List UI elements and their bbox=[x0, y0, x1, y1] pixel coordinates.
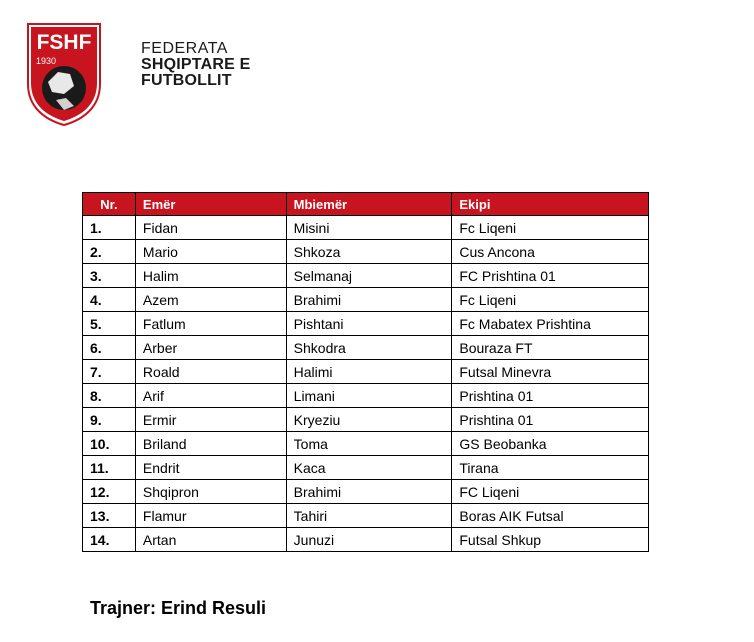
last-name-cell: Tahiri bbox=[286, 504, 452, 528]
coach-line: Trajner: Erind Resuli bbox=[90, 598, 267, 618]
last-name-cell: Selmanaj bbox=[286, 264, 452, 288]
first-name-cell: Briland bbox=[135, 432, 286, 456]
row-number: 4. bbox=[83, 288, 136, 312]
table-row bbox=[83, 312, 649, 336]
team-cell: Fc Mabatex Prishtina bbox=[452, 312, 649, 336]
header-team: Ekipi bbox=[452, 193, 649, 216]
first-name-cell: Artan bbox=[135, 528, 286, 552]
last-name-cell: Limani bbox=[286, 384, 452, 408]
table-row bbox=[83, 432, 649, 456]
federation-name bbox=[141, 41, 250, 89]
row-number: 11. bbox=[83, 456, 136, 480]
team-cell: Prishtina 01 bbox=[452, 384, 649, 408]
team-cell: FC Prishtina 01 bbox=[452, 264, 649, 288]
logo-abbr: FSHF bbox=[36, 31, 92, 54]
header-first-name: Emër bbox=[135, 193, 286, 216]
team-cell: Boras AIK Futsal bbox=[452, 504, 649, 528]
first-name-cell: Azem bbox=[135, 288, 286, 312]
last-name-cell: Toma bbox=[286, 432, 452, 456]
row-number: 2. bbox=[83, 240, 136, 264]
row-number: 12. bbox=[83, 480, 136, 504]
last-name-cell: Brahimi bbox=[286, 288, 452, 312]
last-name-cell: Misini bbox=[286, 216, 452, 240]
row-number: 3. bbox=[83, 264, 136, 288]
fshf-logo bbox=[26, 22, 102, 126]
first-name-cell: Roald bbox=[135, 360, 286, 384]
logo-year: 1930 bbox=[36, 56, 57, 66]
first-name-cell: Mario bbox=[135, 240, 286, 264]
last-name-cell: Halimi bbox=[286, 360, 452, 384]
row-number: 1. bbox=[83, 216, 136, 240]
row-number: 5. bbox=[83, 312, 136, 336]
table-row bbox=[83, 216, 649, 240]
last-name-cell: Kaca bbox=[286, 456, 452, 480]
first-name-cell: Arber bbox=[135, 336, 286, 360]
row-number: 7. bbox=[83, 360, 136, 384]
first-name-cell: Endrit bbox=[135, 456, 286, 480]
table-row bbox=[83, 288, 649, 312]
team-cell: Futsal Shkup bbox=[452, 528, 649, 552]
first-name-cell: Flamur bbox=[135, 504, 286, 528]
team-cell: Fc Liqeni bbox=[452, 288, 649, 312]
row-number: 14. bbox=[83, 528, 136, 552]
last-name-cell: Shkoza bbox=[286, 240, 452, 264]
last-name-cell: Shkodra bbox=[286, 336, 452, 360]
first-name-cell: Shqipron bbox=[135, 480, 286, 504]
table-row bbox=[83, 504, 649, 528]
brand-line-1: FEDERATA bbox=[141, 40, 228, 57]
table-row bbox=[83, 456, 649, 480]
brand-line-3: FUTBOLLIT bbox=[141, 72, 232, 89]
table-row bbox=[83, 264, 649, 288]
first-name-cell: Ermir bbox=[135, 408, 286, 432]
last-name-cell: Pishtani bbox=[286, 312, 452, 336]
table-row bbox=[83, 336, 649, 360]
row-number: 6. bbox=[83, 336, 136, 360]
first-name-cell: Fidan bbox=[135, 216, 286, 240]
team-cell: Tirana bbox=[452, 456, 649, 480]
header-nr: Nr. bbox=[83, 193, 136, 216]
table-header-row bbox=[83, 193, 649, 216]
table-row bbox=[83, 408, 649, 432]
row-number: 8. bbox=[83, 384, 136, 408]
team-cell: GS Beobanka bbox=[452, 432, 649, 456]
team-cell: Cus Ancona bbox=[452, 240, 649, 264]
row-number: 10. bbox=[83, 432, 136, 456]
last-name-cell: Brahimi bbox=[286, 480, 452, 504]
last-name-cell: Junuzi bbox=[286, 528, 452, 552]
table-row bbox=[83, 480, 649, 504]
first-name-cell: Arif bbox=[135, 384, 286, 408]
table-row bbox=[83, 360, 649, 384]
row-number: 13. bbox=[83, 504, 136, 528]
first-name-cell: Halim bbox=[135, 264, 286, 288]
last-name-cell: Kryeziu bbox=[286, 408, 452, 432]
team-cell: Fc Liqeni bbox=[452, 216, 649, 240]
brand-line-2: SHQIPTARE E bbox=[141, 56, 251, 73]
team-cell: FC Liqeni bbox=[452, 480, 649, 504]
table-row bbox=[83, 384, 649, 408]
header-last-name: Mbiemër bbox=[286, 193, 452, 216]
table-row bbox=[83, 240, 649, 264]
table-row bbox=[83, 528, 649, 552]
first-name-cell: Fatlum bbox=[135, 312, 286, 336]
team-cell: Futsal Minevra bbox=[452, 360, 649, 384]
row-number: 9. bbox=[83, 408, 136, 432]
squad-table bbox=[82, 192, 649, 552]
team-cell: Bouraza FT bbox=[452, 336, 649, 360]
team-cell: Prishtina 01 bbox=[452, 408, 649, 432]
